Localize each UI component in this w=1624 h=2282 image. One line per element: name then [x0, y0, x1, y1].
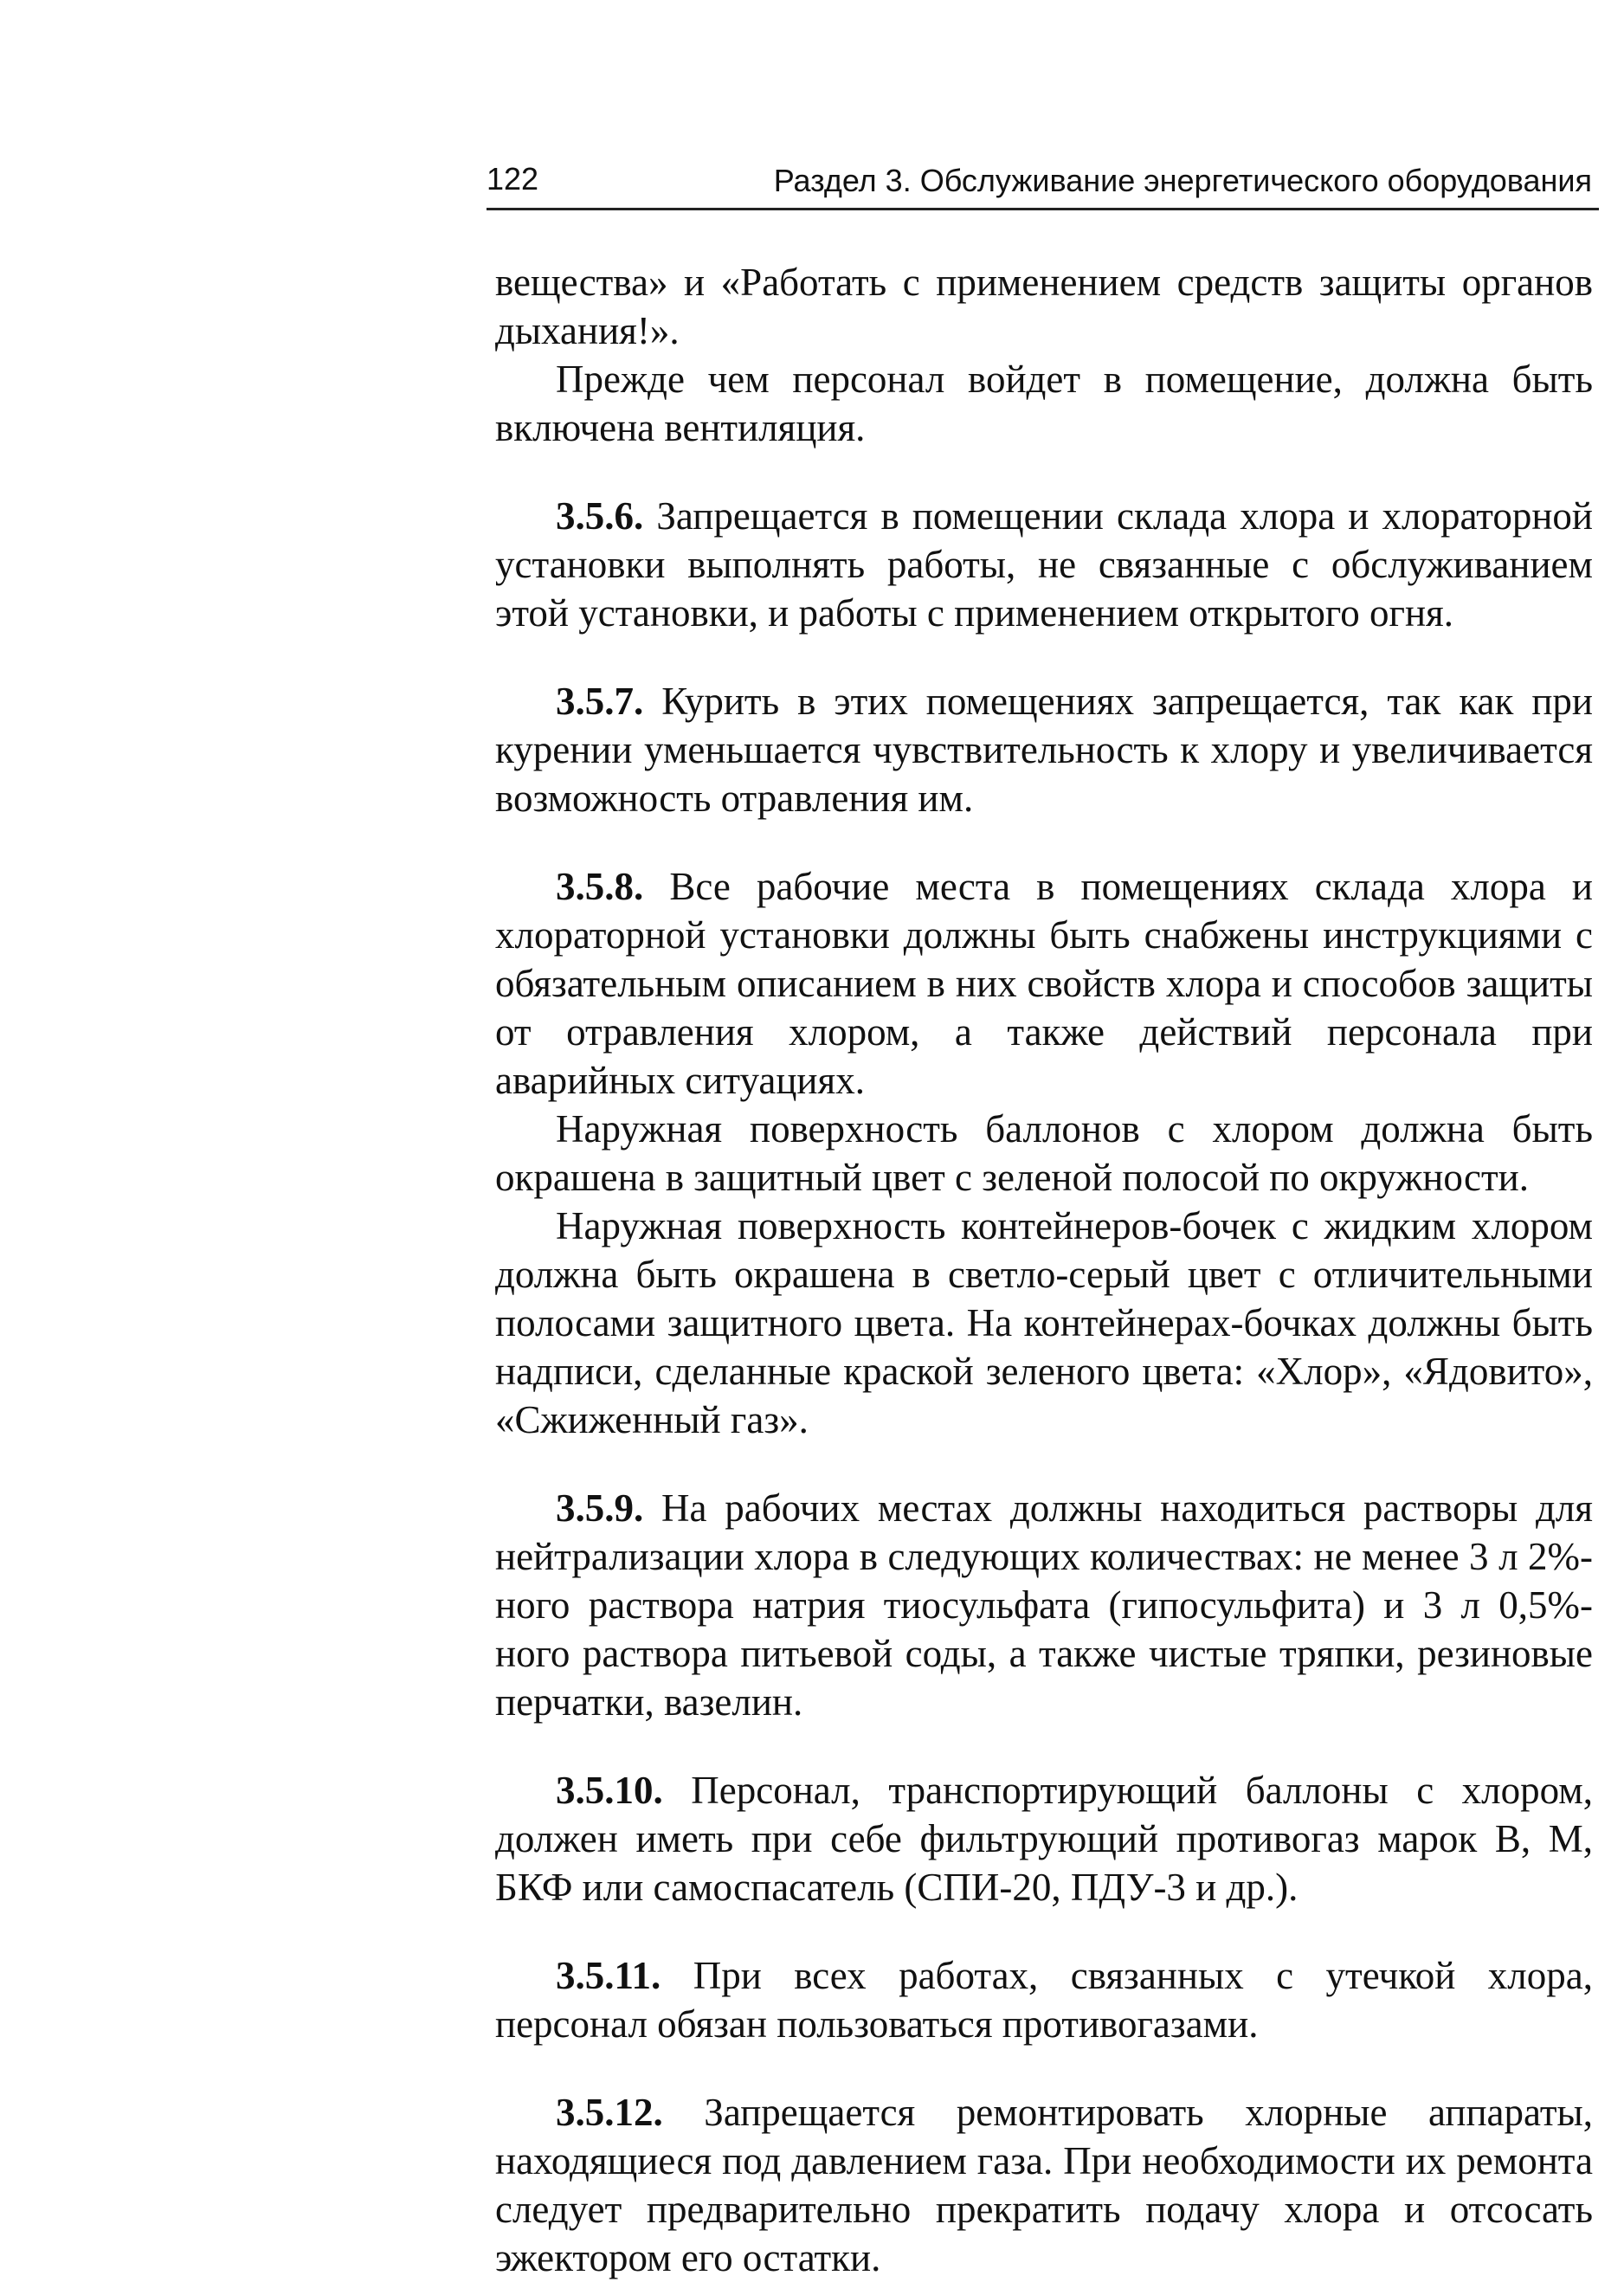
paragraph-text: Курить в этих помещениях запрещается, так как при курении уменьшается чувствительность к хлору и увеличивается возможность отравления им.: [495, 680, 1593, 820]
clause-number: 3.5.9.: [556, 1486, 644, 1530]
paragraph-text: Прежде чем персонал войдет в помещение, должна быть включена вентиляция.: [495, 358, 1593, 449]
clause-3-5-10: [495, 1766, 1593, 1911]
clause-number: 3.5.8.: [556, 865, 644, 908]
clause-number: 3.5.7.: [556, 680, 644, 723]
running-title: Раздел 3. Обслуживание энергетического оборудования: [773, 163, 1592, 198]
paragraph-text: Запрещается в помещении склада хлора и хлораторной установки выполнять работы, не связанные с обслуживанием этой установки, и работы с применением открытого огня.: [495, 494, 1593, 635]
paragraph: [495, 1105, 1593, 1202]
clause-number: 3.5.6.: [556, 494, 644, 538]
clause-number: 3.5.12.: [556, 2091, 663, 2134]
running-header: [487, 154, 1599, 210]
page-body: [495, 258, 1593, 2282]
paragraph: [495, 1202, 1593, 1444]
paragraph-text: На рабочих местах должны находиться растворы для нейтрализации хлора в следующих количествах: не менее 3 л 2%-ного раствора натрия тиосульфата (гипосульфита) и 3 л 0,5%-ного раствора питьевой соды, а также чистые тряпки, резиновые перчатки, вазелин.: [495, 1486, 1593, 1724]
paragraph-text: При всех работах, связанных с утечкой хлора, персонал обязан пользоваться противогазами.: [495, 1954, 1593, 2046]
clause-3-5-7: [495, 677, 1593, 822]
clause-3-5-12: [495, 2088, 1593, 2282]
paragraph: [495, 258, 1593, 355]
clause-3-5-8: [495, 862, 1593, 1105]
paragraph-text: Все рабочие места в помещениях склада хлора и хлораторной установки должны быть снабжены инструкциями с обязательным описанием в них свойств хлора и способов защиты от отравления хлором, а также действий персонала при аварийных ситуациях.: [495, 865, 1593, 1102]
clause-3-5-6: [495, 492, 1593, 637]
paragraph-text: Запрещается ремонтировать хлорные аппараты, находящиеся под давлением газа. При необходимости их ремонта следует предварительно прекратить подачу хлора и отсосать эжектором его остатки.: [495, 2091, 1593, 2279]
clause-number: 3.5.10.: [556, 1769, 663, 1812]
paragraph-text: Наружная поверхность контейнеров-бочек с жидким хлором должна быть окрашена в светло-серый цвет с отличительными полосами защитного цвета. На контейнерах-бочках должны быть надписи, сделанные краской зеленого цвета: «Хлор», «Ядовито», «Сжиженный газ».: [495, 1204, 1593, 1441]
clause-3-5-11: [495, 1951, 1593, 2048]
clause-number: 3.5.11.: [556, 1954, 661, 1997]
clause-3-5-9: [495, 1484, 1593, 1726]
paragraph-text: вещества» и «Работать с применением средств защиты органов дыхания!».: [495, 261, 1593, 352]
paragraph-text: Персонал, транспортирующий баллоны с хлором, должен иметь при себе фильтрующий противогаз марок В, М, БКФ или самоспасатель (СПИ-20, ПДУ-3 и др.).: [495, 1769, 1593, 1909]
paragraph: [495, 355, 1593, 452]
page-number: 122: [487, 161, 539, 197]
paragraph-text: Наружная поверхность баллонов с хлором должна быть окрашена в защитный цвет с зеленой полосой по окружности.: [495, 1107, 1593, 1199]
